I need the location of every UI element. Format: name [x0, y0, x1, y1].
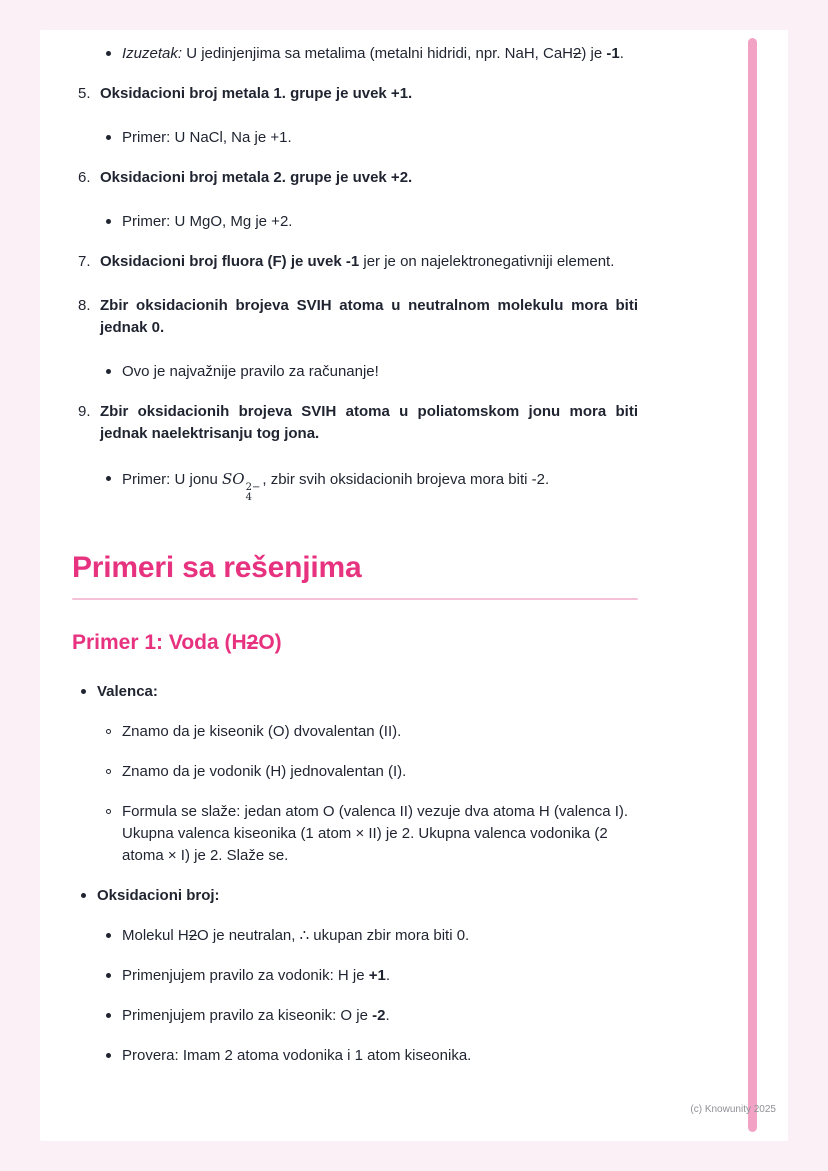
text-segment: O je neutralan, ∴ ukupan zbir mora biti 0.: [197, 927, 470, 945]
disc-bullet-marker: [106, 135, 111, 140]
text-segment: , zbir svih oksidacionih brojeva mora biti -2.: [262, 470, 550, 488]
text-segment: Primenjujem pravilo za kiseonik: O je: [122, 1007, 373, 1025]
list-item-text: [100, 169, 412, 186]
text-segment: Oksidacioni broj metala 1. grupe je uvek +1.: [100, 85, 413, 103]
bullet-list-item: [105, 965, 638, 987]
bullet-list-item: [80, 681, 638, 703]
list-number: 6.: [78, 169, 91, 187]
text-segment: Oksidacioni broj fluora (F) je uvek -1: [100, 253, 360, 271]
subsection-title: [72, 630, 638, 655]
bullet-list-item: [105, 761, 638, 783]
text-segment: Molekul H: [122, 927, 189, 945]
disc-bullet-marker: [81, 689, 86, 694]
circle-bullet-marker: [106, 729, 111, 734]
bullet-list-item: [105, 361, 638, 383]
list-item-text: [122, 723, 401, 740]
disc-bullet-marker: [106, 369, 111, 374]
list-item-text: [97, 887, 220, 904]
text-segment: -2: [372, 1007, 386, 1025]
scrollbar-thumb[interactable]: [748, 38, 757, 1132]
bullet-list-item: [80, 885, 638, 907]
list-item-text: [122, 363, 379, 380]
list-item-text: [100, 253, 614, 270]
document-content: [72, 43, 638, 1085]
text-segment: Ovo je najvažnije pravilo za računanje!: [122, 363, 379, 381]
text-segment: Znamo da je vodonik (H) jednovalentan (I).: [122, 762, 407, 780]
disc-bullet-marker: [106, 51, 111, 56]
text-segment: -1: [606, 45, 620, 62]
list-item-text: [122, 45, 624, 62]
bullet-list-item: [105, 801, 638, 867]
numbered-list-item: [78, 167, 638, 189]
text-segment: .: [385, 967, 391, 985]
text-segment: Provera: Imam 2 atoma vodonika i 1 atom kiseonika.: [122, 1047, 472, 1065]
math-subscript: 4: [245, 492, 252, 504]
text-segment: .: [619, 45, 624, 62]
bullet-list-item: [105, 721, 638, 743]
list-item-text: [100, 403, 638, 442]
text-segment: 2: [246, 630, 259, 654]
numbered-list-item: [78, 251, 638, 273]
list-item-text: [100, 85, 412, 102]
numbered-list-item: [78, 401, 638, 445]
disc-bullet-marker: [81, 893, 86, 898]
text-segment: Primer: U jonu: [122, 470, 223, 488]
text-segment: Izuzetak:: [122, 45, 183, 62]
disc-bullet-marker: [106, 1053, 111, 1058]
list-item-text: [122, 763, 406, 780]
text-segment: Primer: U MgO, Mg je +2.: [122, 213, 293, 231]
list-item-text: [122, 967, 390, 984]
text-segment: Znamo da je kiseonik (O) dvovalentan (II).: [122, 722, 402, 740]
list-item-text: [122, 1047, 471, 1064]
section-title: [72, 550, 638, 586]
list-item-text: [122, 927, 469, 944]
list-item-text: [122, 213, 292, 230]
text-segment: Oksidacioni broj:: [97, 886, 220, 904]
disc-bullet-marker: [106, 973, 111, 978]
circle-bullet-marker: [106, 809, 111, 814]
bullet-list-item: [105, 43, 638, 65]
text-segment: Oksidacioni broj metala 2. grupe je uvek +2.: [100, 169, 413, 187]
text-segment: Zbir oksidacionih brojeva SVIH atoma u poliatomskom jonu mora biti jednak naelektrisanju tog jona.: [100, 403, 638, 443]
bullet-list-item: [105, 468, 638, 504]
text-segment: Primer 1: Voda (H: [72, 630, 247, 654]
text-segment: Formula se slaže: jedan atom O (valenca II) vezuje dva atoma H (valenca I). Ukupna valenca kiseonika (1 atom × II) je 2. Ukupna valenca vodonika (2 atoma × I) je 2. Slaže se.: [122, 802, 629, 864]
text-segment: +1: [368, 967, 386, 985]
list-item-text: [122, 803, 628, 864]
text-segment: Primer: U NaCl, Na je +1.: [122, 129, 292, 147]
numbered-list-item: [78, 83, 638, 105]
text-segment: Zbir oksidacionih brojeva SVIH atoma u neutralnom molekulu mora biti jednak 0.: [100, 297, 638, 337]
list-item-text: [97, 683, 158, 700]
section-divider: [72, 598, 638, 600]
list-item-text: [122, 1007, 390, 1024]
disc-bullet-marker: [106, 933, 111, 938]
disc-bullet-marker: [106, 476, 111, 481]
text-segment: 2: [188, 927, 198, 945]
circle-bullet-marker: [106, 769, 111, 774]
bullet-list-item: [105, 127, 638, 149]
list-item-text: [122, 469, 550, 504]
text-segment: jer je on najelektronegativniji element.: [359, 253, 615, 271]
text-segment: O): [258, 630, 282, 654]
text-segment: ) je: [581, 45, 607, 62]
text-segment: Primeri sa rešenjima: [72, 550, 362, 584]
document-page: [40, 30, 788, 1141]
bullet-list-item: [105, 925, 638, 947]
text-segment: U jedinjenjima sa metalima (metalni hidridi, npr. NaH, CaH: [182, 45, 574, 62]
disc-bullet-marker: [106, 1013, 111, 1018]
math-subsup: [246, 483, 261, 504]
text-segment: SO: [222, 469, 245, 488]
text-segment: Valenca:: [97, 682, 158, 700]
numbered-list-item: [78, 295, 638, 339]
list-number: 7.: [78, 253, 91, 271]
text-segment: Primenjujem pravilo za vodonik: H je: [122, 967, 369, 985]
text-segment: 2: [573, 45, 582, 62]
list-number: 8.: [78, 297, 91, 315]
math-superscript: 2−: [245, 481, 261, 493]
list-item-text: [100, 297, 638, 336]
list-number: 9.: [78, 403, 91, 421]
bullet-list-item: [105, 211, 638, 233]
list-item-text: [122, 129, 292, 146]
text-segment: .: [385, 1007, 390, 1025]
copyright-footer: (c) Knowunity 2025: [690, 1104, 776, 1115]
disc-bullet-marker: [106, 219, 111, 224]
bullet-list-item: [105, 1005, 638, 1027]
bullet-list-item: [105, 1045, 638, 1067]
list-number: 5.: [78, 85, 91, 103]
